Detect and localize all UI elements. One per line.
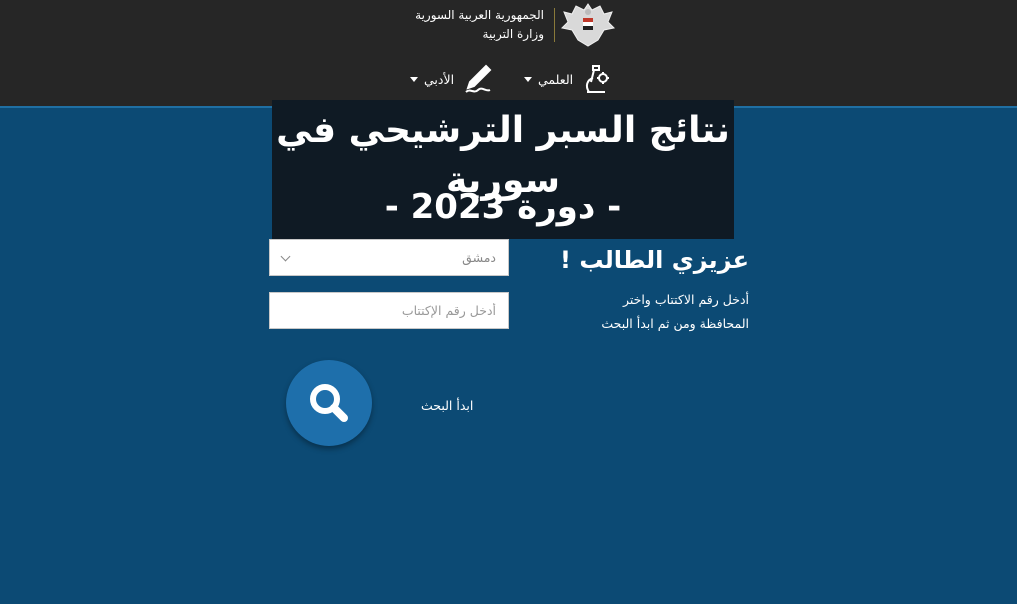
ministry-name: وزارة التربية	[482, 27, 544, 41]
brand-divider	[554, 8, 555, 42]
caret-down-icon	[410, 77, 418, 82]
caret-down-icon	[524, 77, 532, 82]
top-navbar	[0, 0, 1017, 108]
nav-scientific-label: العلمي	[538, 71, 574, 87]
microscope-icon	[579, 62, 613, 96]
greeting-heading: عزيزي الطالب !	[560, 246, 749, 274]
nav-literary-label: الأدبي	[424, 71, 455, 87]
hero-subtitle: - دورة 2023 -	[384, 187, 622, 227]
governorate-selected-value: دمشق	[462, 250, 496, 265]
brand-text	[415, 6, 544, 44]
governorate-select[interactable]	[269, 239, 509, 276]
hero-banner	[272, 100, 734, 239]
instructions-text	[569, 288, 749, 336]
nav-scientific-dropdown[interactable]	[524, 62, 613, 96]
hero-title: نتائج السبر الترشيحي في سورية	[276, 110, 730, 201]
search-button-label: ابدأ البحث	[421, 398, 474, 413]
nav-literary-dropdown[interactable]	[410, 62, 494, 96]
chevron-down-icon	[281, 251, 291, 261]
instructions-line-2: المحافظة ومن ثم ابدأ البحث	[601, 316, 749, 331]
syrian-eagle-emblem-icon	[560, 0, 616, 50]
instructions-line-1: أدخل رقم الاكتتاب واختر	[622, 292, 749, 307]
search-button[interactable]	[286, 360, 372, 446]
search-icon	[306, 380, 352, 426]
subscription-number-input[interactable]	[269, 292, 509, 329]
pen-icon	[460, 62, 494, 96]
country-name: الجمهورية العربية السورية	[415, 8, 544, 22]
brand[interactable]	[390, 0, 616, 50]
